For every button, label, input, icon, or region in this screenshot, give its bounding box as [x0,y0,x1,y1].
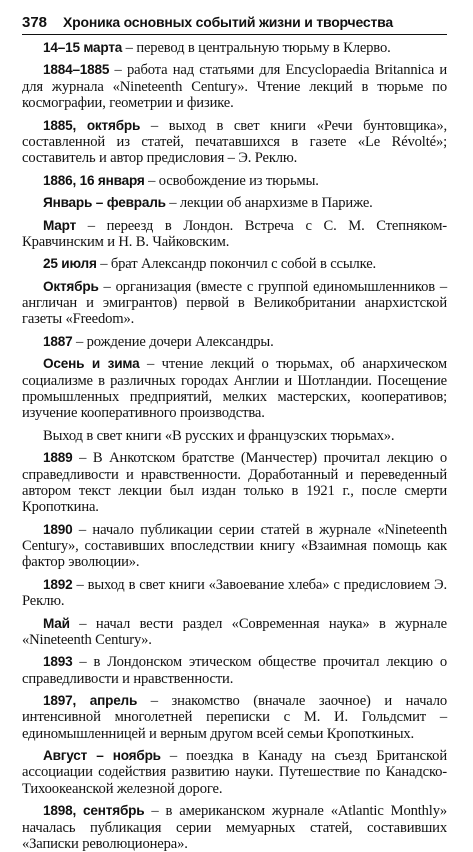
entry-date: 1884–1885 [43,62,110,78]
entry-text: – рождение дочери Александры. [72,333,274,350]
entry-text: – знакомство (вначале заочное) и начало интенсивной многолетней переписки с М. И. Гольдсмит – единомышленницей и верным другом всей семьи Кропоткиных. [22,693,447,742]
chronicle-entry [22,40,447,56]
entry-date: Октябрь [43,278,99,294]
chronicle-entry [22,356,447,421]
entry-text: – лекции об анархизме в Париже. [165,195,373,212]
entry-text: – выход в свет книги «Завоевание хлеба» с предисловием Э. Реклю. [22,576,447,610]
entry-text: – брат Александр покончил с собой в ссылке. [96,256,377,273]
entry-date: 1890 [43,521,73,537]
chronicle-entry [22,256,447,272]
entry-date: 1897, апрель [43,693,138,709]
entry-date: Август – ноябрь [43,748,161,764]
entry-text: – начало публикации серии статей в журнале «Nineteenth Century», составивших впоследствии книгу «Взаимная помощь как фактор эволюции». [22,521,447,571]
entry-text: – освобождение из тюрьмы. [144,172,319,189]
entry-text: – в американском журнале «Atlantic Monthly» началась публикация серии мемуарных статей, составивших «Записки революционера». [22,803,447,852]
entry-text: – начал вести раздел «Современная наука» в журнале «Nineteenth Century». [22,615,447,648]
entry-text: – в Лондонском этическом обществе прочитал лекцию о справедливости и нравственности. [22,654,447,687]
entry-text: – чтение лекций о тюрьмах, об анархическом социализме в различных городах Англии и Шотландии. Посещение промышленных предприятий, мелких мастерских, кооперативов; изучение кооперативного производства. [22,356,447,422]
chronicle-entry [22,118,447,167]
entry-text: – выход в свет книги «Речи бунтовщика», составленной из статей, печатавшихся в газете «Le Révolté»; составитель и автор предисловия – Э. Реклю. [22,117,447,167]
chronicle-entry [22,195,447,211]
chronicle-entries [22,40,447,852]
entry-date: 1898, сентябрь [43,803,145,819]
chronicle-entry [22,748,447,797]
entry-date: 1892 [43,576,73,592]
chronicle-entry [22,803,447,852]
entry-date: 25 июля [43,256,97,272]
entry-date: 1887 [43,333,73,349]
running-title: Хроника основных событий жизни и творчества [63,14,393,30]
entry-date: 1889 [43,450,73,466]
chronicle-entry [22,428,447,444]
page-number: 378 [22,14,48,31]
entry-date: 14–15 марта [43,40,123,55]
chronicle-entry [22,654,447,687]
entry-text: Выход в свет книги «В русских и французских тюрьмах». [43,427,395,444]
chronicle-entry [22,616,447,649]
chronicle-entry [22,62,447,111]
entry-date: 1893 [43,654,73,670]
entry-date: Январь – февраль [43,195,166,211]
chronicle-entry [22,218,447,251]
entry-date: 1885, октябрь [43,117,141,133]
chronicle-entry [22,693,447,742]
chronicle-entry [22,279,447,328]
entry-text: – В Анкотском братстве (Манчестер) прочитал лекцию о справедливости и нравственности. Доработанный и переведенный автором текст лекции был издан только в 1921 г., после смерти Кропоткина. [22,450,447,516]
entry-date: Май [43,615,70,631]
entry-text: – переезд в Лондон. Встреча с С. М. Степняком-Кравчинским и Н. В. Чайковским. [22,217,447,250]
chronicle-entry [22,450,447,515]
chronicle-entry [22,173,447,189]
entry-date: 1886, 16 января [43,172,145,188]
entry-text: – организация (вместе с группой единомышленников – англичан и эмигрантов) первой в Великобритании анархистской газеты «Freedom». [22,278,447,328]
chronicle-entry [22,522,447,571]
chronicle-entry [22,577,447,610]
entry-text: – работа над статьями для Encyclopaedia Britannica и для журнала «Nineteenth Century». Чтение лекций в тюрьме по космографии, геометрии и физике. [22,62,447,112]
page-header [22,14,447,35]
entry-date: Осень и зима [43,356,140,372]
entry-date: Март [43,217,77,233]
entry-text: – поездка в Канаду на съезд Британской ассоциации содействия развитию науки. Путешествие по Канадско-Тихоокеанской железной дороге. [22,748,447,797]
entry-text: – перевод в центральную тюрьму в Клерво. [122,40,391,56]
chronicle-entry [22,334,447,350]
